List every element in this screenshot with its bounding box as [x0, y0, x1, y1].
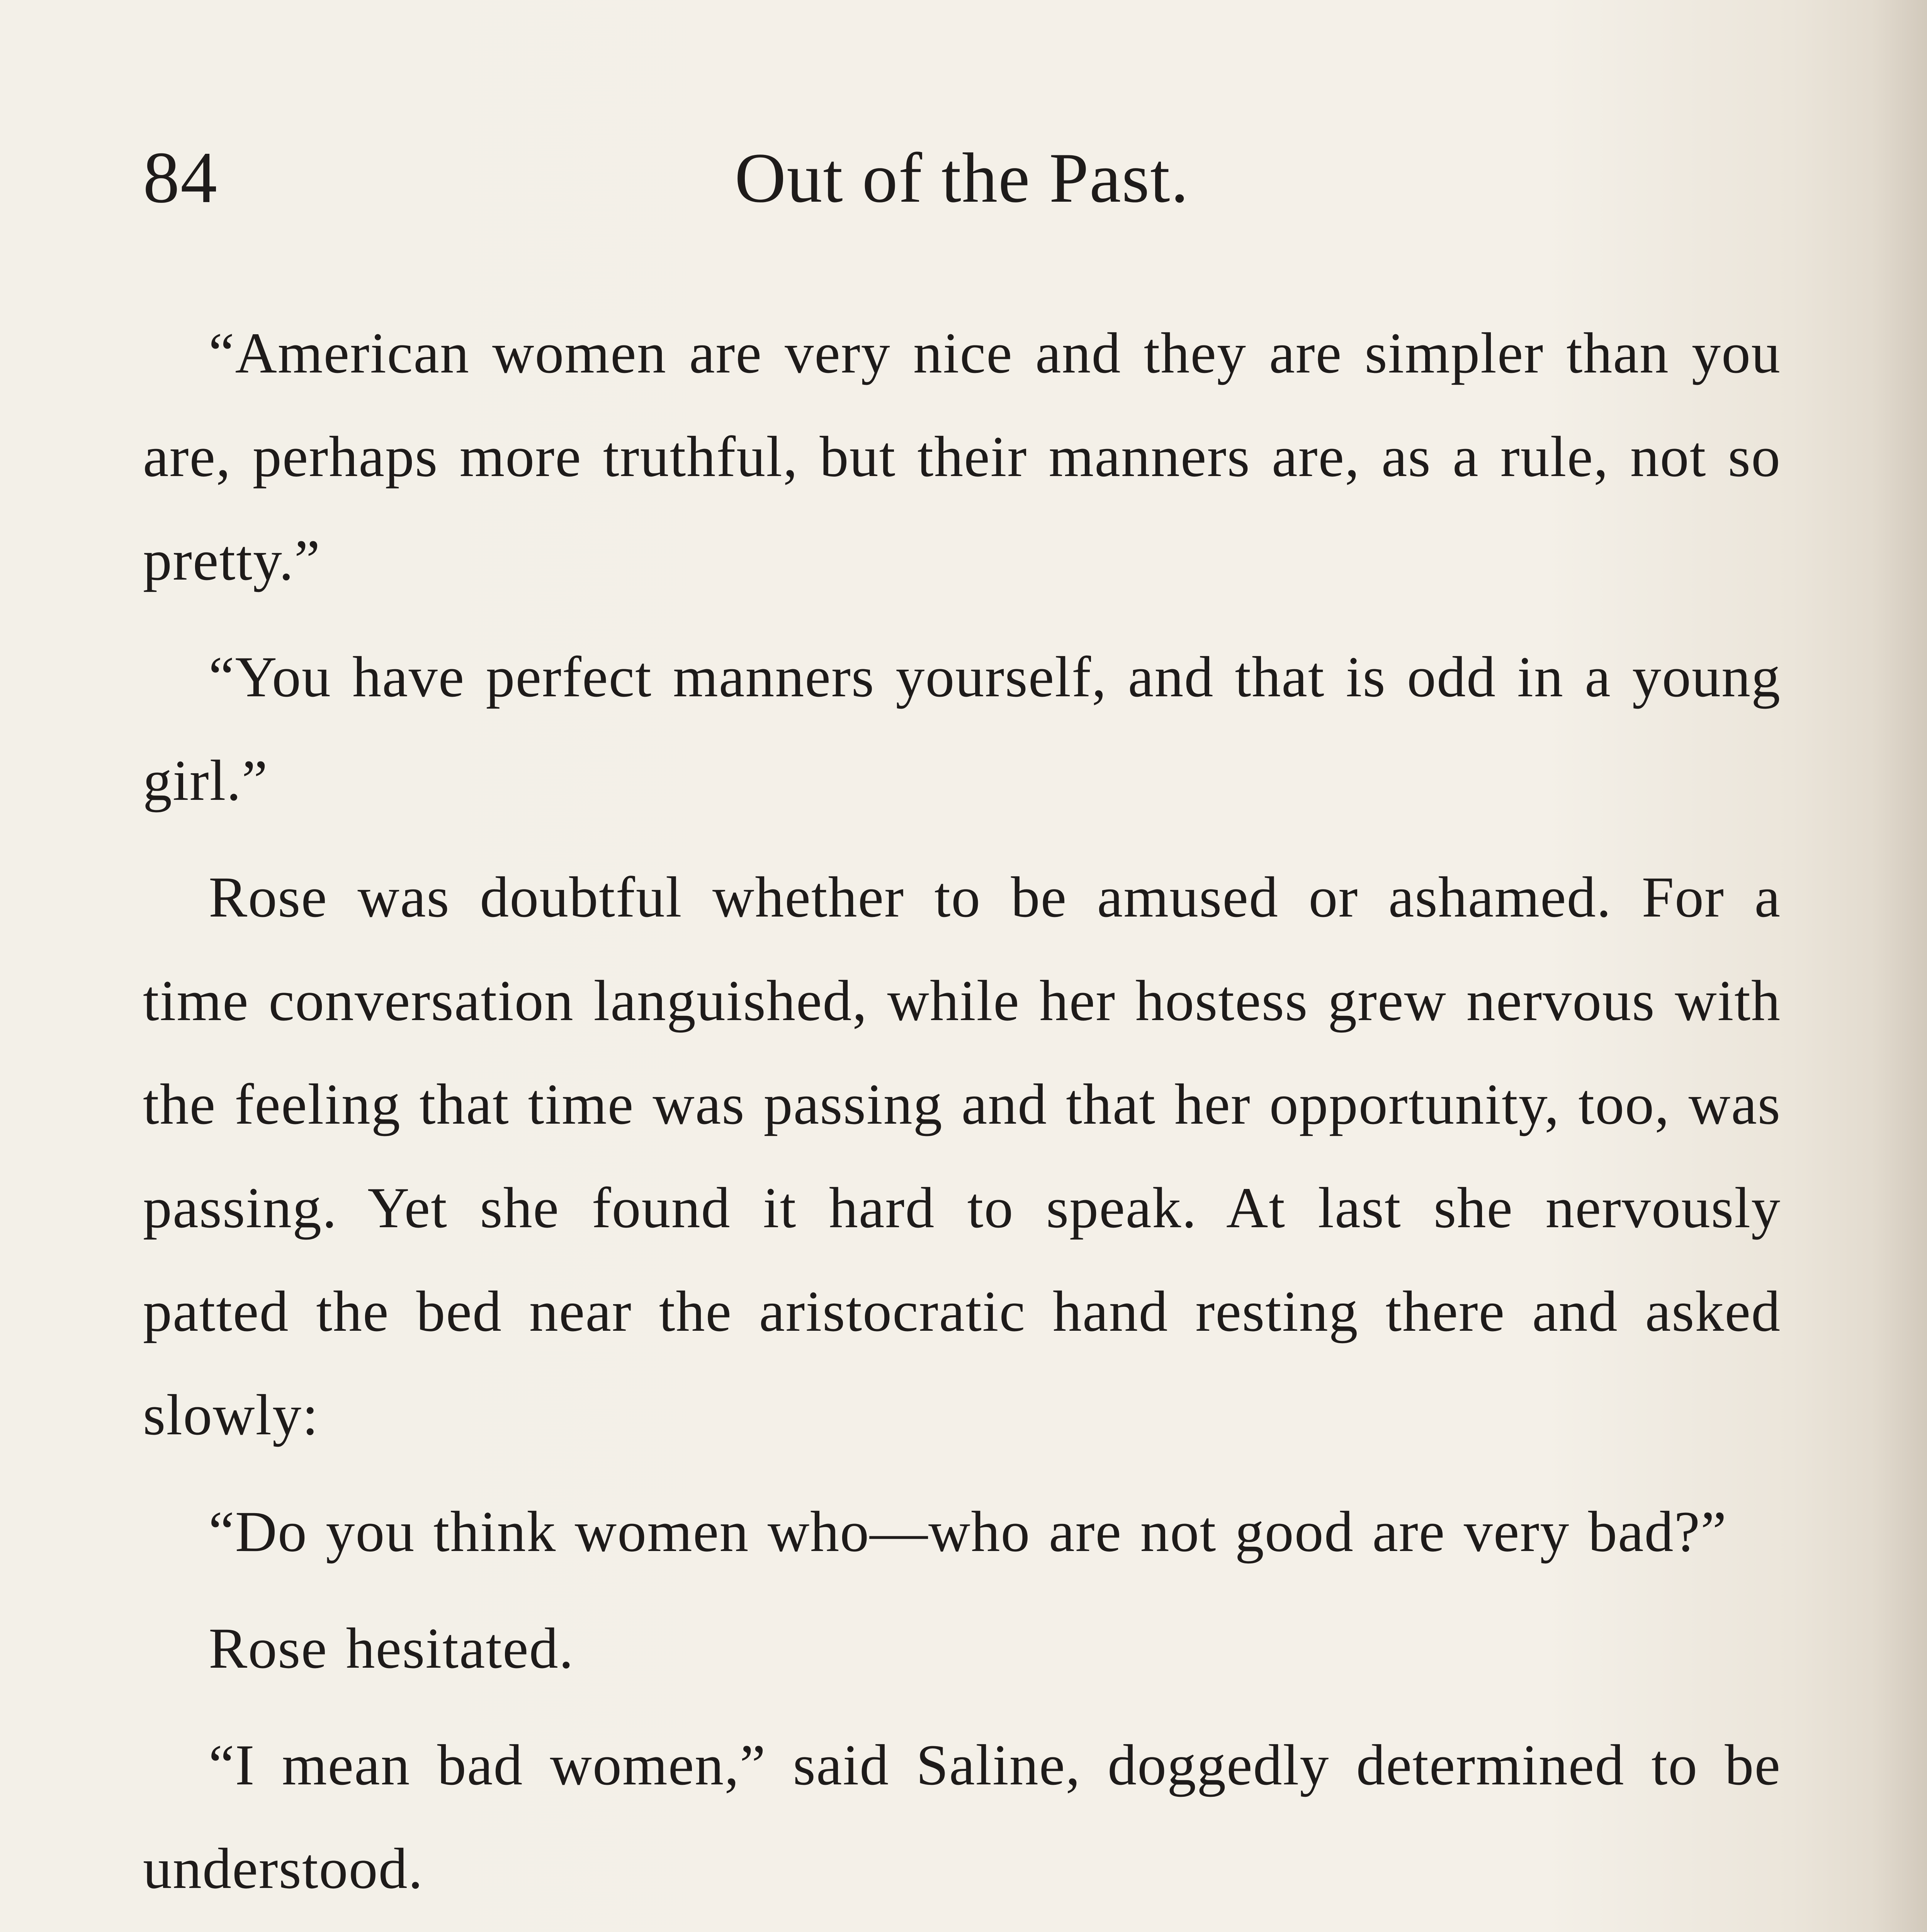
paragraph-5: Rose hesitated.	[209, 1616, 574, 1680]
paragraph-3: Rose was doubtful whether to be amused or ashamed. For a time conversation languished, while her hostess grew nervous with the feeling that time was passing and that her opportunity, too, was passing. Yet she found it hard to speak. At last she nervously patted the bed near the aristocratic hand resting there and asked slowly:	[143, 865, 1781, 1447]
paragraph-4: “Do you think women who—who are not good are very bad?”	[209, 1500, 1727, 1564]
page-header	[143, 120, 1781, 236]
running-title: Out of the Past.	[734, 138, 1190, 217]
paragraph-2: “You have perfect manners yourself, and that is odd in a young girl.”	[143, 645, 1781, 813]
paragraph-6: “I mean bad women,” said Saline, doggedly determined to be understood.	[143, 1733, 1781, 1901]
page-number: 84	[143, 137, 218, 218]
page-edge-shadow	[1873, 0, 1927, 1932]
paragraph-1: “American women are very nice and they are simpler than you are, perhaps more truthful, but their manners are, as a rule, not so pretty.”	[143, 321, 1781, 592]
main-text	[143, 301, 1781, 1932]
